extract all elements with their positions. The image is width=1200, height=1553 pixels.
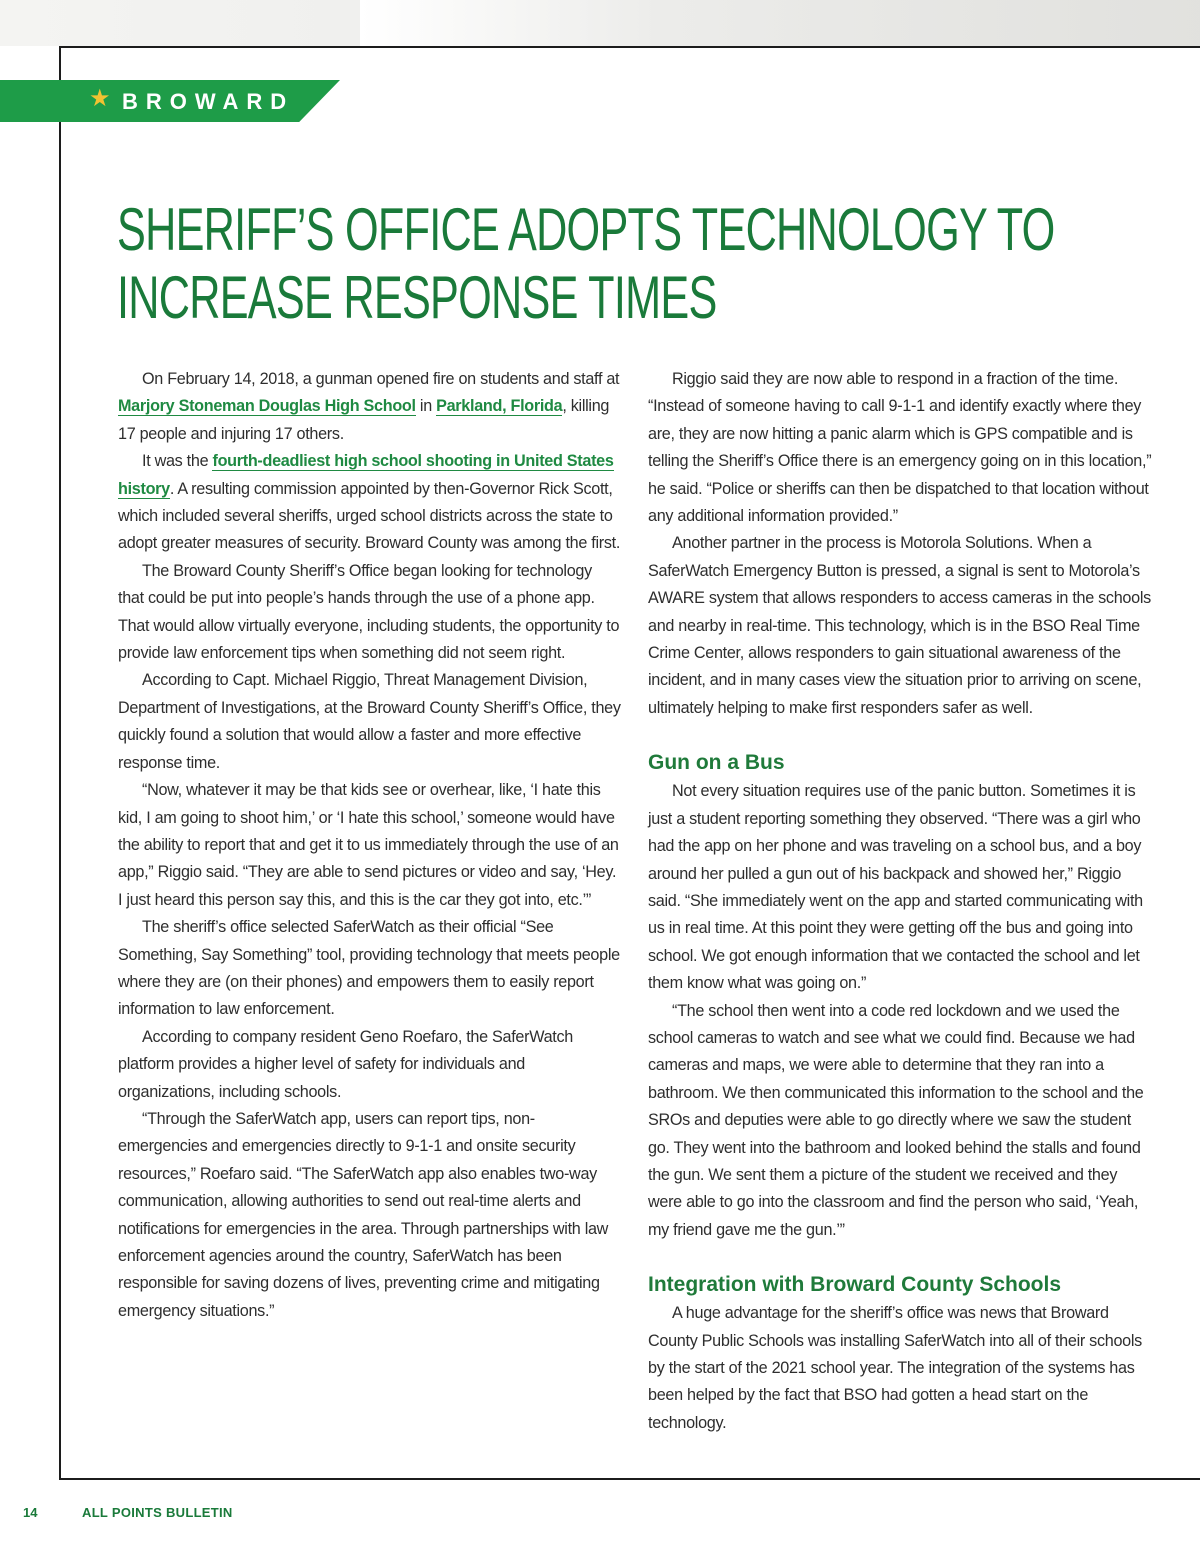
headline-line-1: SHERIFF’S OFFICE ADOPTS TECHNOLOGY TO	[117, 196, 1055, 263]
subheading-integration: Integration with Broward County Schools	[648, 1273, 1062, 1297]
paragraph: “The school then went into a code red lockdown and we used the school cameras to watch and see what we could find. Because we had cameras and maps, we were able to determine that they ran into a bathroom. We then communicated this information to the school and the SROs and deputies were able to go directly where we saw the student go. They went into the bathroom and looked behind the stalls and found the gun. We sent them a picture of the student we received and they were able to go into the classroom and find the person who said, ‘Yeah, my friend gave me the gun.’”	[648, 1001, 1144, 1239]
article-headline	[117, 196, 1055, 332]
publication-title: ALL POINTS BULLETIN	[82, 1505, 233, 1520]
paragraph: Another partner in the process is Motorola Solutions. When a SaferWatch Emergency Button is pressed, a signal is sent to Motorola’s AWARE system that allows responders to access cameras in the schools and nearby in real-time. This technology, which is in the BSO Real Time Crime Center, allows responders to gain situational awareness of the incident, and in many cases view the situation prior to arriving on scene, ultimately helping to make first responders safer as well.	[648, 534, 1151, 717]
paragraph: A huge advantage for the sheriff’s office was news that Broward County Public Schools was installing SaferWatch into all of their schools by the start of the 2021 school year. The integration of the systems has been helped by the fact that BSO had gotten a head start on the technology.	[648, 1304, 1142, 1432]
text-span: in	[415, 397, 437, 416]
paragraph: Riggio said they are now able to respond in a fraction of the time. “Instead of someone having to call 9-1-1 and identify exactly where they are, they are now hitting a panic alarm which is GPS compatible and is telling the Sheriff’s Office there is an emergency going on in this location,” he said. “Police or sheriffs can then be dispatched to that location without any additional information provided.”	[648, 370, 1152, 526]
text-span: On February 14, 2018, a gunman opened fire on students and staff at	[142, 370, 620, 388]
text-span: It was the	[142, 452, 213, 471]
shooting-history-link[interactable]: fourth-deadliest high school shooting in United States history	[118, 452, 614, 498]
paragraph	[118, 448, 621, 558]
paragraph: The Broward County Sheriff’s Office began looking for technology that could be put into people’s hands through the use of a phone app. That would allow virtually everyone, including students, the opportunity to provide law enforcement tips when something did not seem right.	[118, 561, 620, 663]
parkland-florida-link[interactable]: Parkland, Florida	[436, 397, 563, 416]
left-column	[118, 366, 621, 1325]
msd-high-school-link[interactable]: Marjory Stoneman Douglas High School	[118, 397, 416, 416]
star-icon: ★	[89, 85, 111, 112]
page-number: 14	[23, 1505, 38, 1520]
text-span: , killing 17 people and injuring 17 others.	[118, 397, 610, 443]
right-column	[648, 366, 1153, 1437]
paragraph: “Through the SaferWatch app, users can report tips, non-emergencies and emergencies directly to 9-1-1 and onsite security resources,” Roefaro said. “The SaferWatch app also enables two-way communication, allowing authorities to send out real-time alerts and notifications for emergencies in the area. Through partnerships with law enforcement agencies around the country, SaferWatch has been responsible for saving dozens of lives, preventing crime and mitigating emergency situations.”	[118, 1109, 609, 1320]
section-label: BROWARD	[122, 89, 295, 114]
text-span: . A resulting commission appointed by then-Governor Rick Scott, which included several sheriffs, urged school districts across the state to adopt greater measures of security. Broward County was among the first.	[118, 479, 621, 553]
paragraph: According to company resident Geno Roefaro, the SaferWatch platform provides a higher level of safety for individuals and organizations, including schools.	[118, 1027, 573, 1101]
paragraph: “Now, whatever it may be that kids see or overhear, like, ‘I hate this kid, I am going to shoot him,’ or ‘I hate this school,’ someone would have the ability to report that and get it to us immediately through the use of an app,” Riggio said. “They are able to send pictures or video and say, ‘Hey. I just heard this person say this, and this is the car they got into, etc.’”	[118, 781, 619, 909]
headline-line-2: INCREASE RESPONSE TIMES	[117, 264, 717, 331]
paragraph: The sheriff’s office selected SaferWatch as their official “See Something, Say Something” tool, providing technology that meets people where they are (on their phones) and empowers them to easily report information to law enforcement.	[118, 918, 620, 1019]
paragraph: Not every situation requires use of the panic button. Sometimes it is just a student reporting something they observed. “There was a girl who had the app on her phone and was traveling on a school bus, and a boy around her pulled a gun out of his backpack and showed her,” Riggio said. “She immediately went on the app and started communicating with us in real time. At this point they were getting off the bus and going into school. We got enough information that we contacted the school and let them know what was going on.”	[648, 782, 1143, 993]
subheading-gun-on-a-bus: Gun on a Bus	[648, 751, 785, 775]
paragraph	[118, 366, 621, 448]
paragraph: According to Capt. Michael Riggio, Threat Management Division, Department of Investigations, at the Broward County Sheriff’s Office, they quickly found a solution that would allow a faster and more effective response time.	[118, 671, 621, 772]
